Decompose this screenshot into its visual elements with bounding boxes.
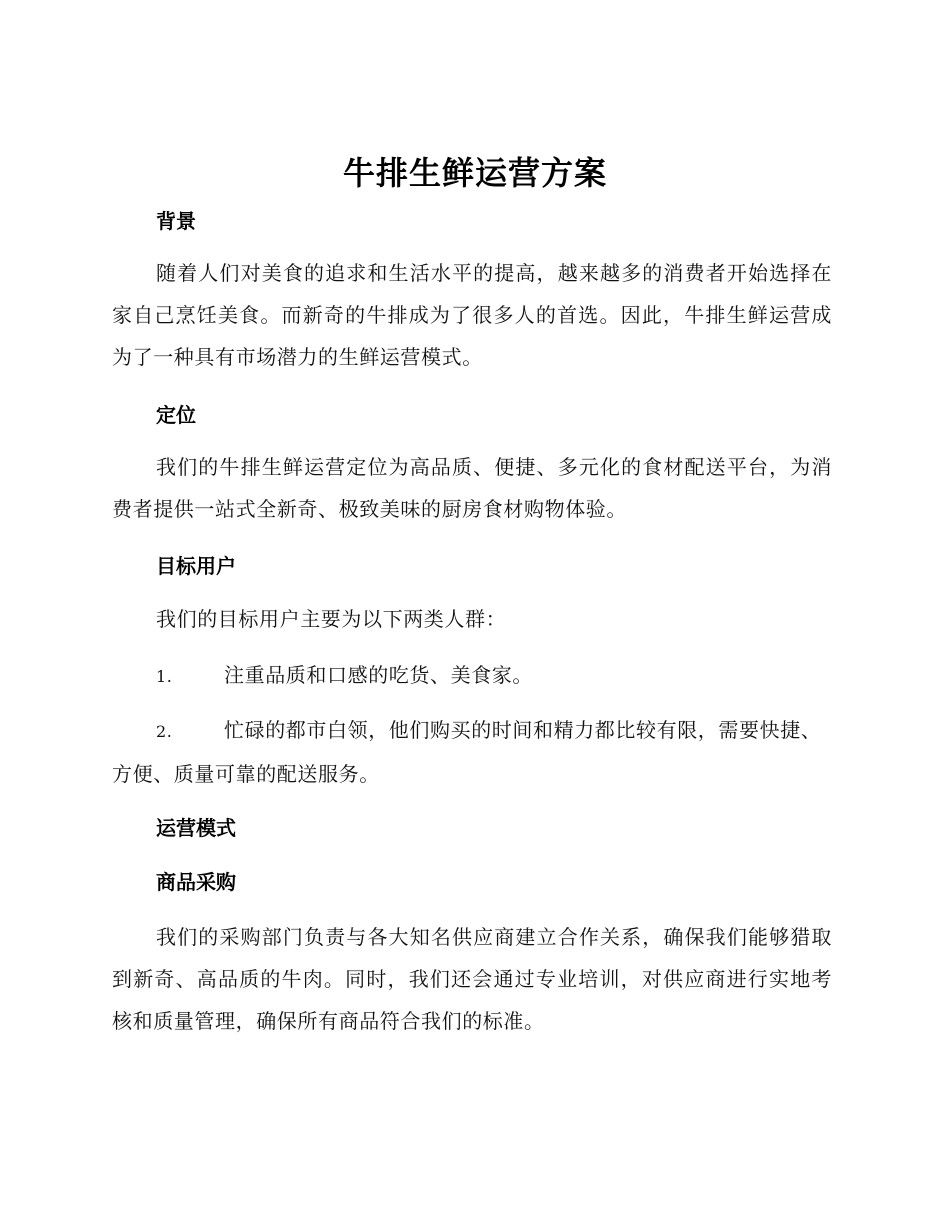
section-heading-positioning: 定位 (156, 403, 196, 427)
list-item-number: 1. (156, 667, 173, 686)
list-item-text: 注重品质和口感的吃货、美食家。 (224, 663, 533, 687)
list-item (112, 654, 832, 698)
section-heading-operation-mode: 运营模式 (156, 816, 236, 840)
document-title: 牛排生鲜运营方案 (342, 154, 607, 192)
list-item-number: 2. (156, 722, 173, 741)
section-heading-background: 背景 (156, 209, 196, 233)
list-item-text: 忙碌的都市白领，他们购买的时间和精力都比较有限，需要快捷、方便、质量可靠的配送服务。 (112, 718, 822, 786)
section-heading-target-users: 目标用户 (156, 554, 236, 578)
paragraph-target-users-intro: 我们的目标用户主要为以下两类人群： (156, 607, 507, 631)
section-heading-procurement: 商品采购 (156, 870, 236, 894)
paragraph-background: 随着人们对美食的追求和生活水平的提高，越来越多的消费者开始选择在家自己烹饪美食。而新奇的牛排成为了很多人的首选。因此，牛排生鲜运营成为了一种具有市场潜力的生鲜运营模式。 (112, 261, 832, 369)
list-item (112, 709, 832, 795)
paragraph-positioning: 我们的牛排生鲜运营定位为高品质、便捷、多元化的食材配送平台，为消费者提供一站式全新奇、极致美味的厨房食材购物体验。 (112, 455, 832, 521)
paragraph-procurement: 我们的采购部门负责与各大知名供应商建立合作关系，确保我们能够猎取到新奇、高品质的牛肉。同时，我们还会通过专业培训，对供应商进行实地考核和质量管理，确保所有商品符合我们的标准。 (112, 925, 832, 1033)
